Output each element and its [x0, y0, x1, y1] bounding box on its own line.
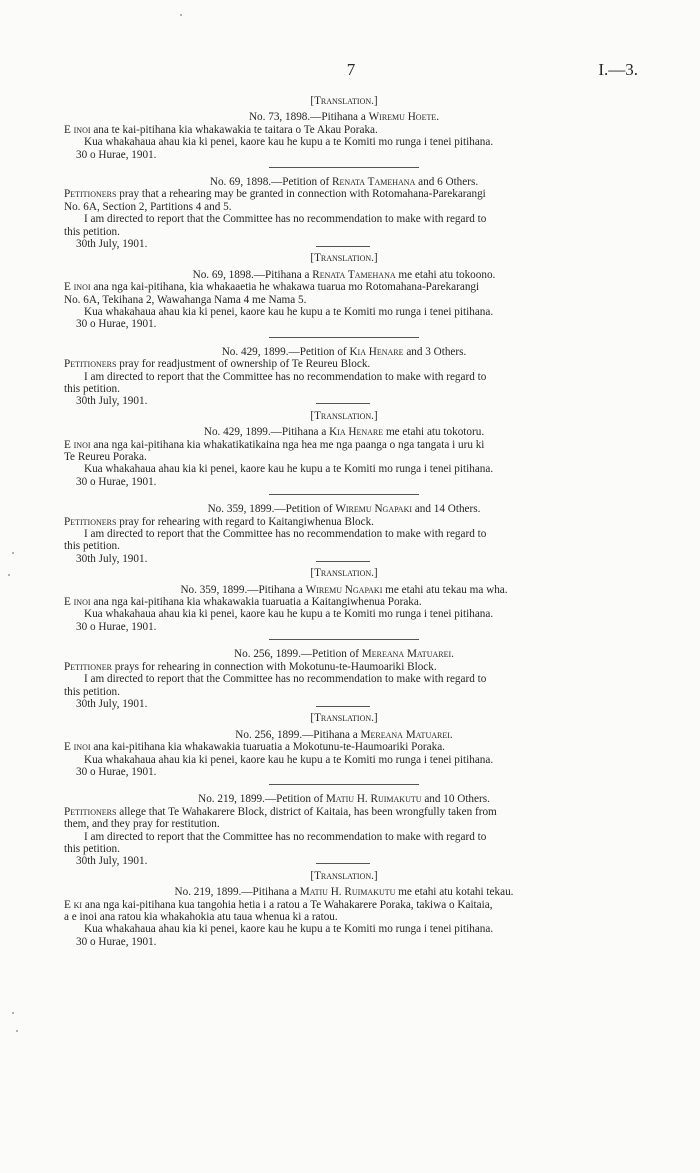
petition-title: No. 256, 1899.—Pitihana a Mereana Matuarei. — [235, 728, 453, 741]
translation-label: [Translation.] — [310, 712, 378, 725]
translation-label: [Translation.] — [310, 95, 378, 107]
date-line: 30th July, 1901. — [64, 395, 624, 407]
report-end: this petition. — [64, 685, 120, 698]
date-line: 30 o Hurae, 1901. — [76, 765, 157, 778]
scan-speck — [16, 1030, 18, 1032]
petition-body: E inoi ana kai-pitihana kia whakawakia tuaruatia a Mokotunu-te-Haumoariki Poraka. — [64, 741, 445, 754]
petition-title: No. 219, 1899.—Pitihana a Matiu H. Ruimakutu me etahi atu kotahi tekau. — [174, 886, 514, 899]
date-line: 30 o Hurae, 1901. — [76, 318, 157, 331]
petition-256-english — [64, 648, 624, 710]
petition-359-maori — [64, 567, 624, 640]
petition-body: Petitioners pray for readjustment of ownership of Te Reureu Block. — [64, 358, 371, 371]
parliamentary-paper-ref: I.—3. — [598, 60, 638, 79]
petition-body: E inoi ana nga kai-pitihana kia whakatikatikaina nga hea me nga paanga o nga tangata i uru ki — [64, 438, 485, 451]
committee-report: I am directed to report that the Committee has no recommendation to make with regard to — [84, 528, 487, 541]
section-divider — [269, 337, 419, 338]
petition-title: No. 219, 1899.—Petition of Matiu H. Ruimakutu and 10 Others. — [198, 793, 490, 806]
scan-speck — [12, 552, 14, 554]
section-divider — [269, 167, 419, 168]
petition-256-maori — [64, 712, 624, 785]
committee-report: Kua whakahaua ahau kia ki penei, kaore kau he kupu a te Komiti mo runga i tenei pitihana. — [84, 306, 494, 319]
petition-title: No. 429, 1899.—Pitihana a Kia Henare me etahi atu tokotoru. — [203, 426, 485, 439]
committee-report: I am directed to report that the Committee has no recommendation to make with regard to — [84, 370, 487, 383]
date-line: 30th July, 1901. — [64, 238, 624, 250]
petition-title: No. 359, 1899.—Pitihana a Wiremu Ngapaki me etahi atu tekau ma wha. — [180, 583, 508, 596]
petition-219-english — [64, 793, 624, 867]
petition-title: No. 359, 1899.—Petition of Wiremu Ngapaki and 14 Others. — [207, 503, 481, 516]
committee-report: Kua whakahaua ahau kia ki penei, kaore kau he kupu a te Komiti mo runga i tenei pitihana. — [84, 923, 494, 936]
petition-title: No. 69, 1898.—Petition of Renata Tamehana and 6 Others. — [209, 176, 479, 189]
committee-report: Kua whakahaua ahau kia ki penei, kaore kau he kupu a te Komiti mo runga i tenei pitihana. — [84, 753, 494, 766]
petition-body: Petitioners pray for rehearing with regard to Kaitangiwhenua Block. — [64, 515, 374, 528]
translation-label: [Translation.] — [310, 409, 378, 422]
report-end: this petition. — [64, 225, 120, 238]
petition-body: Petitioner prays for rehearing in connection with Mokotunu-te-Haumoariki Block. — [64, 660, 437, 673]
date-line: 30 o Hurae, 1901. — [76, 620, 157, 633]
report-end: this petition. — [64, 540, 120, 553]
section-divider — [269, 494, 419, 495]
date-line: 30 o Hurae, 1901. — [76, 475, 157, 488]
petition-body: E ki ana nga kai-pitihana kua tangohia hetia i a ratou a Te Wahakarere Poraka, takiwa o Kaitaia, — [64, 898, 493, 911]
petition-219-maori — [64, 870, 624, 948]
page-number: 7 — [346, 60, 356, 79]
date-line: 30th July, 1901. — [64, 698, 624, 710]
translation-label: [Translation.] — [310, 252, 378, 265]
petition-body: Petitioners allege that Te Wahakarere Block, district of Kaitaia, has been wrongfully taken from — [64, 805, 497, 818]
petition-body: E inoi ana te kai-pitihana kia whakawakia te taitara o Te Akau Poraka. — [64, 123, 378, 136]
committee-report: I am directed to report that the Committee has no recommendation to make with regard to — [84, 830, 487, 843]
date-line: 30 o Hurae, 1901. — [76, 935, 157, 948]
translation-label: [Translation.] — [310, 567, 378, 580]
petition-359-english — [64, 503, 624, 565]
scan-speck — [12, 1012, 14, 1014]
page-content — [64, 95, 624, 950]
petition-title: No. 429, 1899.—Petition of Kia Henare and 3 Others. — [221, 345, 467, 358]
petition-body-cont: Te Reureu Poraka. — [64, 451, 147, 464]
petition-429-english — [64, 346, 624, 408]
date-line: 30th July, 1901. — [64, 553, 624, 565]
date-line: 30 o Hurae, 1901. — [76, 148, 157, 161]
report-end: this petition. — [64, 842, 120, 855]
petition-body: Petitioners pray that a rehearing may be granted in connection with Rotomahana-Parekarangi — [64, 188, 486, 201]
section-divider — [269, 784, 419, 785]
committee-report: Kua whakahaua ahau kia ki penei, kaore kau he kupu a te Komiti mo runga i tenei pitihana. — [84, 608, 494, 621]
page-header — [64, 60, 638, 80]
committee-report: Kua whakahaua ahau kia ki penei, kaore kau he kupu a te Komiti mo runga i tenei pitihana. — [84, 463, 494, 476]
scan-speck — [8, 574, 10, 576]
petition-73-maori — [64, 95, 624, 168]
petition-body-cont: No. 6A, Section 2, Partitions 4 and 5. — [64, 200, 232, 213]
section-divider — [269, 639, 419, 640]
translation-label: [Translation.] — [310, 869, 378, 882]
petition-69-maori — [64, 252, 624, 337]
petition-body-cont: them, and they pray for restitution. — [64, 818, 220, 831]
scan-speck — [180, 14, 182, 16]
committee-report: Kua whakahaua ahau kia ki penei, kaore kau he kupu a te Komiti mo runga i tenei pitihana. — [84, 136, 494, 149]
petition-title: No. 69, 1898.—Pitihana a Renata Tamehana me etahi atu tokoono. — [192, 268, 496, 281]
committee-report: I am directed to report that the Committee has no recommendation to make with regard to — [84, 673, 487, 686]
petition-title: No. 73, 1898.—Pitihana a Wiremu Hoete. — [248, 111, 440, 124]
petition-429-maori — [64, 410, 624, 495]
committee-report: I am directed to report that the Committee has no recommendation to make with regard to — [84, 213, 487, 226]
report-end: this petition. — [64, 383, 120, 396]
petition-body: E inoi ana nga kai-pitihana kia whakawakia tuaruatia a Kaitangiwhenua Poraka. — [64, 596, 422, 609]
petition-body-cont: No. 6A, Tekihana 2, Wawahanga Nama 4 me Nama 5. — [64, 293, 307, 306]
petition-title: No. 256, 1899.—Petition of Mereana Matuarei. — [234, 648, 454, 661]
petition-body: E inoi ana nga kai-pitihana, kia whakaaetia he whakawa tuarua mo Rotomahana-Parekarangi — [64, 281, 480, 294]
date-line: 30th July, 1901. — [64, 855, 624, 867]
petition-body-cont: a e inoi ana ratou kia whakahokia atu taua whenua ki a ratou. — [64, 910, 338, 923]
petition-69-english — [64, 176, 624, 250]
